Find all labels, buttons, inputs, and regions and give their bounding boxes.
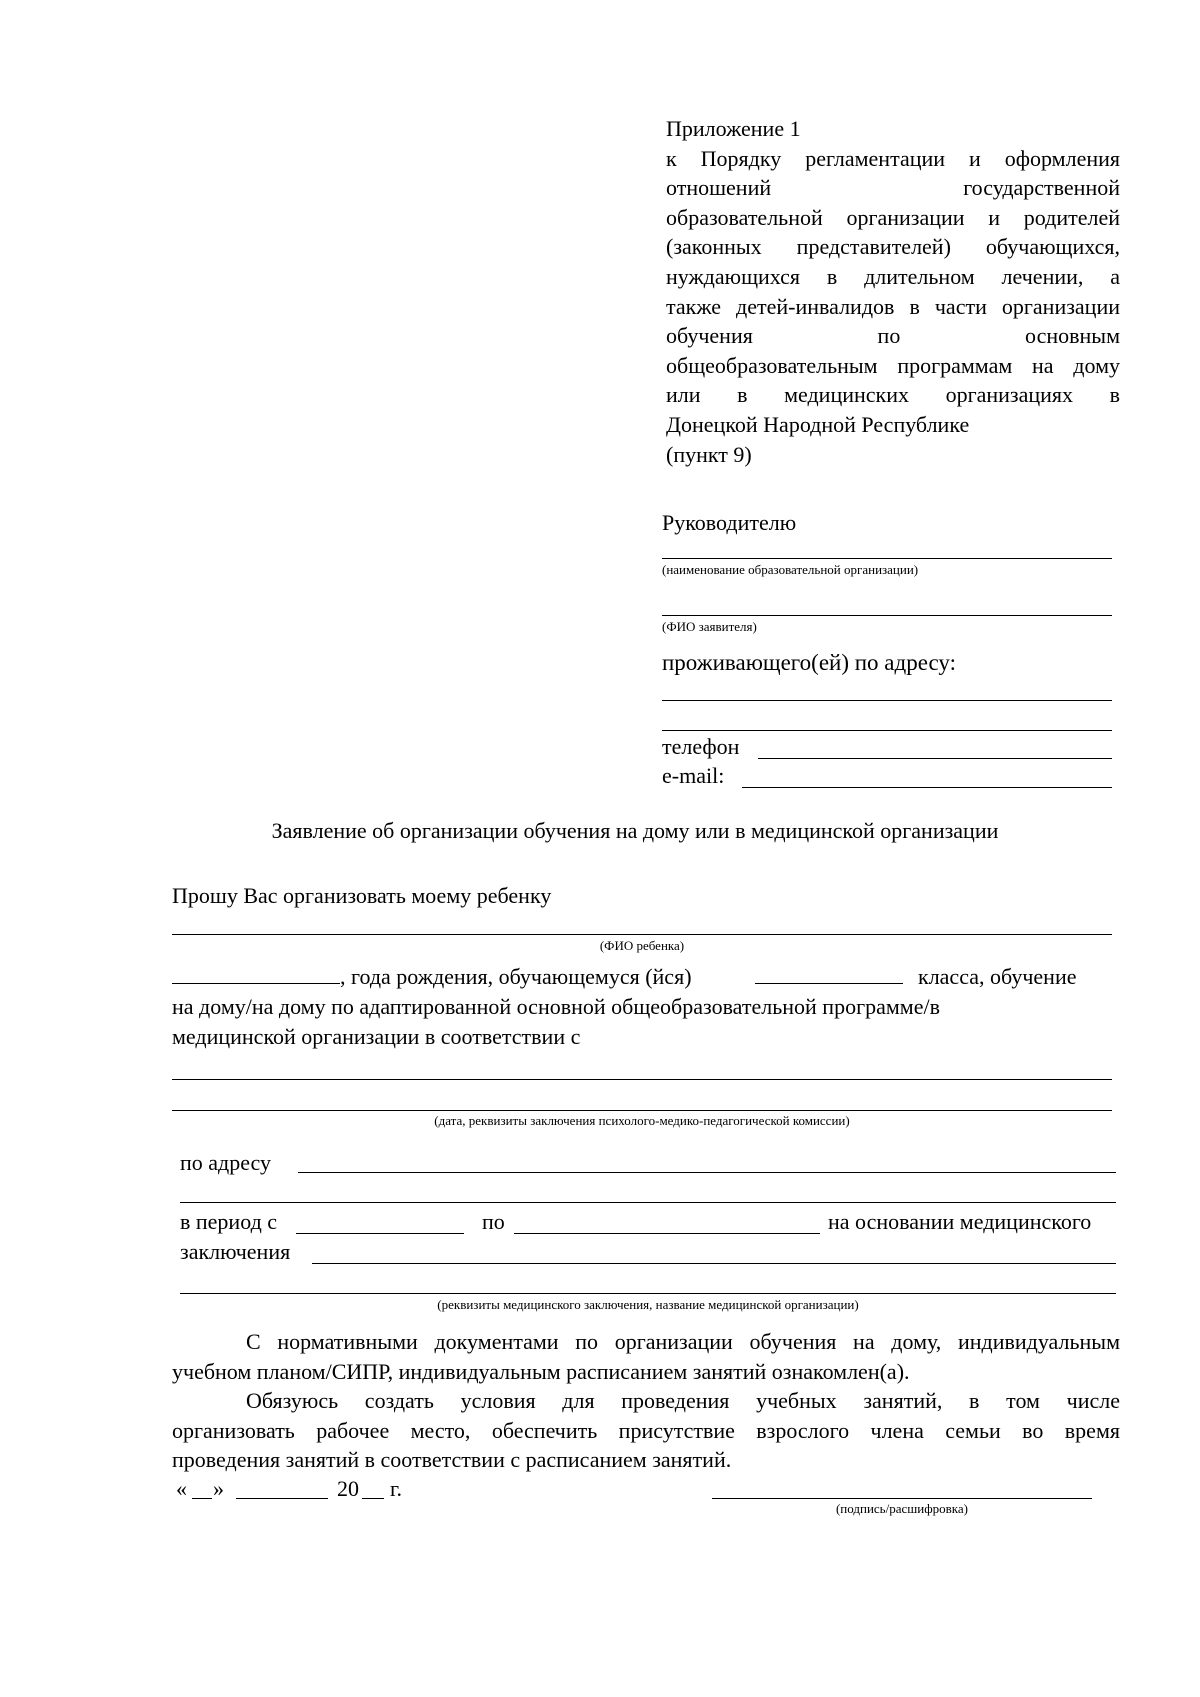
appendix-line: к Порядку регламентации и оформления (666, 145, 1120, 171)
conclusion-label: заключения (180, 1239, 291, 1264)
paragraph-line: организовать рабочее место, обеспечить присутствие взрослого члена семьи во время (172, 1417, 1120, 1443)
addressee-to: Руководителю (662, 510, 797, 535)
accordance-text: медицинской организации в соответствии с (172, 1024, 581, 1049)
org-name-line[interactable] (662, 558, 1112, 559)
appendix-line: обучения по основным (666, 323, 1120, 349)
address-line-1[interactable] (662, 700, 1112, 701)
period-from-line[interactable] (296, 1233, 464, 1234)
med-caption: (реквизиты медицинского заключения, название медицинской организации) (437, 1297, 859, 1312)
class-text: класса, обучение (918, 964, 1077, 989)
appendix-line: отношений государственной (666, 175, 1120, 201)
applicant-fio-line[interactable] (662, 615, 1112, 616)
conclusion-line[interactable] (312, 1263, 1116, 1264)
child-fio-caption: (ФИО ребенка) (599, 938, 685, 953)
birth-year-text: , года рождения, обучающемуся (йся) (340, 964, 692, 989)
period-to-label: по (482, 1209, 505, 1234)
child-fio-line[interactable] (172, 934, 1112, 935)
email-label: e-mail: (662, 763, 725, 788)
basis-text: на основании медицинского (828, 1209, 1092, 1234)
date-close-quote: » (213, 1476, 224, 1501)
appendix-line: или в медицинских организациях в (666, 382, 1120, 408)
paragraph-line: С нормативными документами по организации обучения на дому, индивидуальным (246, 1329, 1120, 1354)
date-year-line[interactable] (362, 1498, 384, 1499)
paragraph-acknowledge (172, 1327, 1120, 1386)
conclusion-line-2[interactable] (180, 1293, 1116, 1294)
date-day-line[interactable] (192, 1498, 212, 1499)
phone-line[interactable] (758, 758, 1112, 759)
date-year-suffix: г. (390, 1476, 403, 1501)
appendix-line: Донецкой Народной Республике (666, 411, 970, 437)
appendix-line: нуждающихся в длительном лечении, а (666, 263, 1120, 289)
appendix-line: общеобразовательным программам на дому (666, 352, 1120, 378)
program-text: на дому/на дому по адаптированной основной общеобразовательной программе/в (172, 994, 940, 1019)
org-name-caption: (наименование образовательной организации) (662, 562, 919, 577)
pmpk-caption: (дата, реквизиты заключения психолого-медико-педагогической комиссии) (434, 1113, 850, 1128)
signature-caption: (подпись/расшифровка) (835, 1501, 969, 1516)
document-title: Заявление об организации обучения на дому или в медицинской организации (271, 818, 999, 843)
study-address-label: по адресу (180, 1150, 272, 1175)
paragraph-line: учебном планом/СИПР, индивидуальным расписанием занятий ознакомлен(а). (172, 1358, 910, 1384)
applicant-fio-caption: (ФИО заявителя) (662, 619, 757, 634)
pmpk-line-1[interactable] (172, 1079, 1112, 1080)
appendix-block (666, 114, 1120, 469)
study-address-line[interactable] (298, 1172, 1116, 1173)
appendix-line: Приложение 1 (666, 116, 801, 141)
date-open-quote: « (176, 1476, 187, 1501)
appendix-line: также детей-инвалидов в части организации (666, 293, 1120, 319)
study-address-line-2[interactable] (180, 1202, 1116, 1203)
address-label: проживающего(ей) по адресу: (662, 650, 956, 675)
signature-line[interactable] (712, 1498, 1092, 1499)
email-line[interactable] (742, 787, 1112, 788)
appendix-line: (пункт 9) (666, 441, 752, 467)
class-line[interactable] (755, 983, 903, 984)
phone-label: телефон (662, 734, 740, 759)
appendix-line: образовательной организации и родителей (666, 204, 1120, 230)
date-year-prefix: 20 (337, 1476, 359, 1501)
period-to-line[interactable] (514, 1233, 820, 1234)
address-line-2[interactable] (662, 730, 1112, 731)
birth-year-line[interactable] (172, 983, 340, 984)
pmpk-line-2[interactable] (172, 1110, 1112, 1111)
appendix-line: (законных представителей) обучающихся, (666, 234, 1120, 260)
paragraph-line: проведения занятий в соответствии с расписанием занятий. (172, 1447, 732, 1472)
period-from-label: в период с (180, 1209, 278, 1234)
request-text: Прошу Вас организовать моему ребенку (172, 883, 552, 908)
paragraph-line: Обязуюсь создать условия для проведения учебных занятий, в том числе (246, 1388, 1120, 1413)
date-month-line[interactable] (236, 1498, 328, 1499)
paragraph-obligation (172, 1386, 1120, 1475)
